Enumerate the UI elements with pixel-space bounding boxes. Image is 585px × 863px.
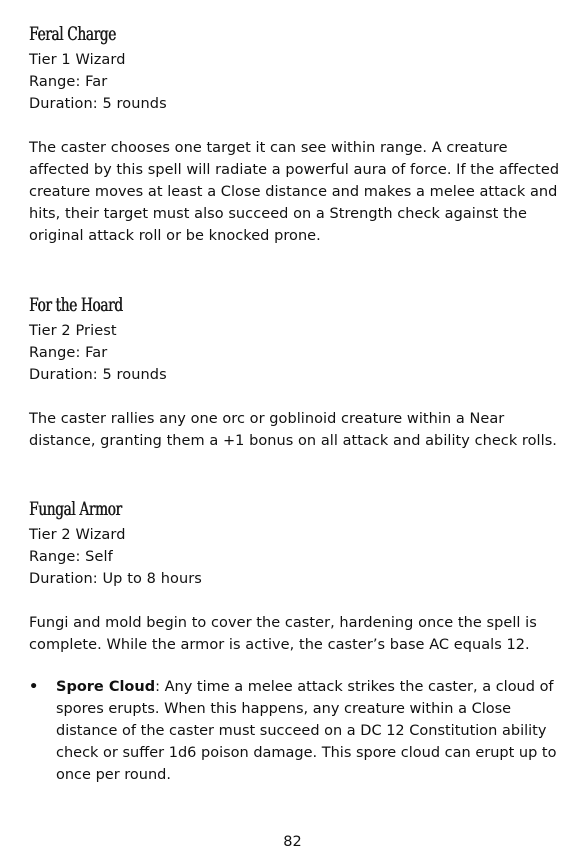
page-number: 82 bbox=[283, 834, 302, 850]
spell-title: Fungal Armor bbox=[29, 498, 122, 520]
spell-duration: Duration: 5 rounds bbox=[29, 96, 167, 112]
effect-name: Spore Cloud bbox=[56, 679, 156, 695]
spell-description: Fungi and mold begin to cover the caster, hardening once the spell is complete. While the armor is active, the caster’s base AC equals 12. bbox=[29, 615, 537, 653]
spell-description: The caster chooses one target it can see within range. A creature affected by this spell will radiate a powerful aura of force. If the affected creature moves at least a Close distance and makes a melee attack and hits, their target must also succeed on a Strength check against the original attack roll or be knocked prone. bbox=[29, 140, 560, 244]
spell-description: The caster rallies any one orc or goblinoid creature within a Near distance, granting them a +1 bonus on all attack and ability check rolls. bbox=[29, 411, 557, 449]
spell-range: Range: Far bbox=[29, 345, 108, 361]
effect-text: : Any time a melee attack strikes the caster, a cloud of spores erupts. When this happens, any creature within a Close distance of the caster must succeed on a DC 12 Constitution ability check or suffer 1d6 poison damage. This spore cloud can erupt up to once per round. bbox=[56, 679, 557, 783]
spell-tier: Tier 2 Wizard bbox=[29, 527, 126, 543]
spell-title: Feral Charge bbox=[29, 23, 116, 45]
spell-title: For the Hoard bbox=[29, 294, 123, 316]
spell-tier: Tier 2 Priest bbox=[29, 323, 117, 339]
spell-effects-list bbox=[29, 676, 561, 786]
spell-duration: Duration: Up to 8 hours bbox=[29, 571, 202, 587]
spell-tier: Tier 1 Wizard bbox=[29, 52, 126, 68]
spell-entry-fungal-armor bbox=[29, 497, 561, 786]
bullet-icon: • bbox=[29, 679, 39, 695]
spell-range: Range: Self bbox=[29, 549, 113, 565]
spell-range: Range: Far bbox=[29, 74, 108, 90]
spell-duration: Duration: 5 rounds bbox=[29, 367, 167, 383]
list-item bbox=[29, 676, 561, 786]
spell-entry-feral-charge bbox=[29, 22, 561, 247]
spell-entry-for-the-hoard bbox=[29, 293, 561, 452]
